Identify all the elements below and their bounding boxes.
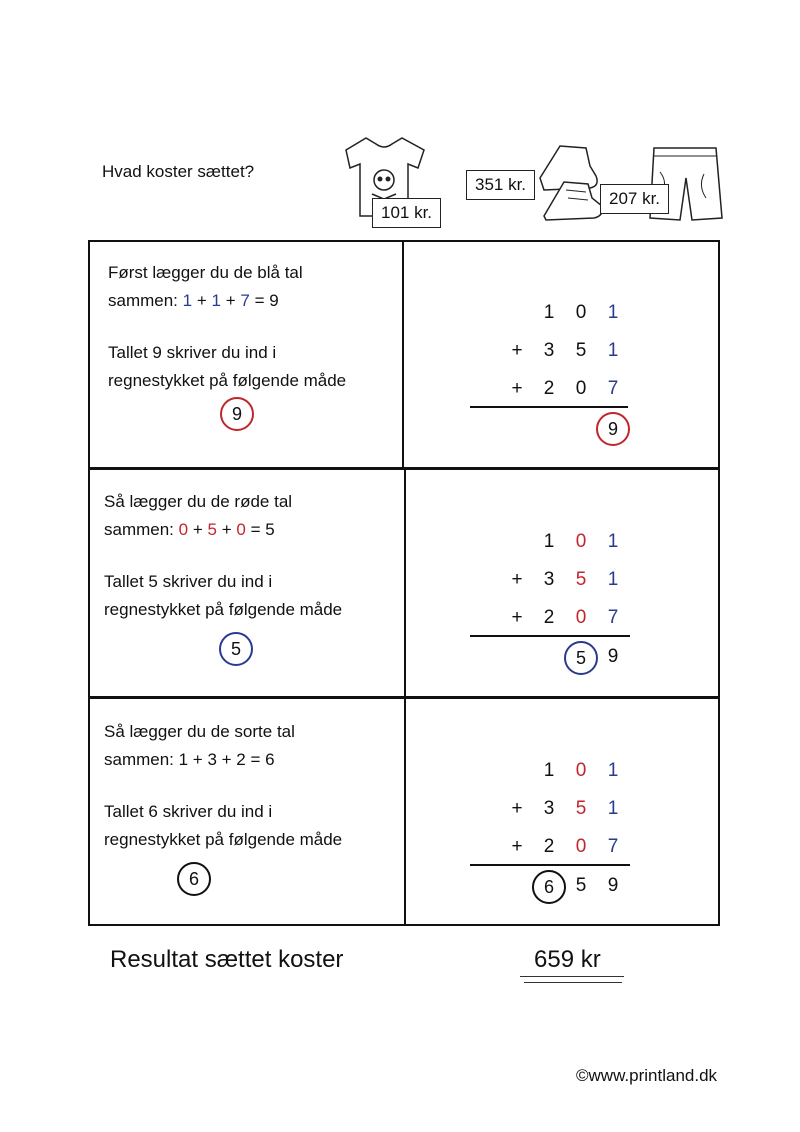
- shorts-price-tag: 207 kr.: [600, 184, 669, 214]
- digit: 3: [543, 569, 555, 590]
- row2-sum: sammen: 0 + 5 + 0 = 5: [104, 520, 275, 539]
- result-digit: 9: [607, 875, 619, 896]
- digit: 5: [575, 340, 587, 361]
- digit: 1: [607, 340, 619, 361]
- result-value: 659 kr: [534, 946, 601, 973]
- digit: 7: [607, 836, 619, 857]
- plus-sign: +: [511, 607, 523, 628]
- result-circled-digit: 6: [532, 870, 566, 904]
- result-circled-digit: 9: [596, 412, 630, 446]
- result-underline: [520, 976, 624, 977]
- result-underline: [524, 982, 622, 983]
- plus-sign: +: [511, 378, 523, 399]
- result-digit: 5: [575, 875, 587, 896]
- digit: 0: [575, 531, 587, 552]
- row3-line3: Tallet 6 skriver du ind i: [104, 802, 273, 821]
- row3-line4: regnestykket på følgende måde: [104, 830, 343, 849]
- digit: 0: [575, 607, 587, 628]
- shoes-price-tag: 351 kr.: [466, 170, 535, 200]
- digit: 1: [607, 569, 619, 590]
- digit: 7: [607, 607, 619, 628]
- result-circled-digit: 5: [564, 641, 598, 675]
- row3-sum: sammen: 1 + 3 + 2 = 6: [104, 750, 275, 769]
- row1-explanation: [108, 259, 398, 395]
- row3-circled-digit: 6: [177, 862, 211, 896]
- shirt-price-tag: 101 kr.: [372, 198, 441, 228]
- digit: 1: [543, 531, 555, 552]
- digit: 3: [543, 340, 555, 361]
- row2-line3: Tallet 5 skriver du ind i: [104, 572, 273, 591]
- row1-line1: Først lægger du de blå tal: [108, 263, 303, 282]
- result-label: Resultat sættet koster: [110, 946, 344, 973]
- digit: 2: [543, 836, 555, 857]
- row3-line1: Så lægger du de sorte tal: [104, 722, 295, 741]
- row1-sum: sammen: 1 + 1 + 7 = 9: [108, 291, 279, 310]
- row3-explanation: [104, 718, 400, 854]
- digit: 2: [543, 378, 555, 399]
- column-divider: [402, 240, 404, 468]
- digit: 0: [575, 836, 587, 857]
- plus-sign: +: [511, 798, 523, 819]
- digit: 0: [575, 760, 587, 781]
- row2-circled-digit: 5: [219, 632, 253, 666]
- digit: 1: [607, 302, 619, 323]
- digit: 2: [543, 607, 555, 628]
- row2-explanation: [104, 488, 400, 624]
- digit: 1: [607, 798, 619, 819]
- result-digit: 9: [607, 646, 619, 667]
- plus-sign: +: [511, 340, 523, 361]
- sum-line: [470, 864, 630, 866]
- digit: 7: [607, 378, 619, 399]
- digit: 1: [543, 302, 555, 323]
- shoes-illustration: [530, 138, 610, 222]
- digit: 0: [575, 302, 587, 323]
- digit: 5: [575, 569, 587, 590]
- row1-line4: regnestykket på følgende måde: [108, 371, 347, 390]
- row1-line3: Tallet 9 skriver du ind i: [108, 343, 277, 362]
- copyright-text: ©www.printland.dk: [576, 1066, 718, 1085]
- worksheet-question: Hvad koster sættet?: [102, 162, 255, 181]
- digit: 1: [607, 760, 619, 781]
- plus-sign: +: [511, 836, 523, 857]
- digit: 1: [607, 531, 619, 552]
- digit: 5: [575, 798, 587, 819]
- digit: 3: [543, 798, 555, 819]
- digit: 0: [575, 378, 587, 399]
- row2-line4: regnestykket på følgende måde: [104, 600, 343, 619]
- plus-sign: +: [511, 569, 523, 590]
- sum-line: [470, 635, 630, 637]
- sum-line: [470, 406, 628, 408]
- row2-line1: Så lægger du de røde tal: [104, 492, 293, 511]
- column-divider: [404, 468, 406, 926]
- row1-circled-digit: 9: [220, 397, 254, 431]
- digit: 1: [543, 760, 555, 781]
